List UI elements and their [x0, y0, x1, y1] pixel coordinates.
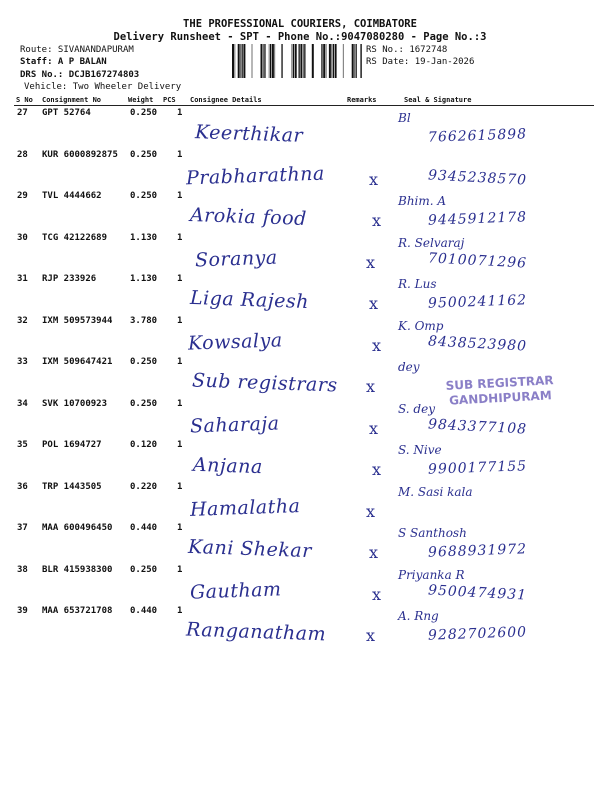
- row-sno: 38: [17, 564, 28, 575]
- row-consignee-name: Keerthikar: [194, 121, 304, 147]
- row-sno: 36: [17, 481, 28, 492]
- row-consignment: TVL 4444662: [42, 191, 102, 201]
- row-sno: 30: [17, 232, 28, 243]
- row-consignment: RJP 233926: [42, 274, 97, 284]
- row-consignee-name: Arokia food: [189, 203, 308, 231]
- col-seal: Seal & Signature: [404, 96, 472, 104]
- row-pcs: 1: [177, 564, 183, 575]
- row-remark: x: [369, 294, 379, 313]
- row-consignee-name: Ranganatham: [185, 618, 327, 646]
- row-weight: 1.130: [130, 274, 158, 284]
- col-consignment: Consignment No: [42, 96, 102, 104]
- row-remark: x: [369, 543, 379, 562]
- col-sno: S No: [16, 96, 33, 104]
- row-phone: 9282702600: [427, 624, 528, 644]
- row-pcs: 1: [177, 191, 183, 201]
- row-consignee-name: Anjana: [192, 453, 264, 479]
- row-pcs: 1: [177, 232, 183, 243]
- row-signature: K. Omp: [398, 318, 444, 333]
- row-sno: 35: [17, 440, 28, 450]
- runsheet-subtitle: Delivery Runsheet - SPT - Phone No.:9047080280 - Page No.:3: [113, 31, 487, 43]
- row-weight: 0.250: [130, 149, 158, 160]
- row-signature: A. Rng: [398, 609, 439, 623]
- row-signature: R. Selvaraj: [398, 235, 465, 250]
- company-name: THE PROFESSIONAL COURIERS, COIMBATORE: [183, 18, 417, 30]
- row-remark: x: [366, 626, 376, 645]
- row-consignee-name: Liga Rajesh: [189, 286, 310, 314]
- row-consignee-name: Hamalatha: [189, 494, 301, 521]
- row-weight: 3.780: [130, 315, 158, 326]
- row-weight: 0.440: [130, 523, 158, 533]
- row-consignee-name: Soranya: [194, 246, 279, 271]
- row-remark: x: [369, 169, 379, 189]
- row-pcs: 1: [177, 149, 183, 160]
- row-remark: x: [372, 335, 382, 355]
- row-weight: 0.250: [130, 398, 158, 409]
- row-consignee-name: Sub registrars: [191, 369, 338, 397]
- row-remark: x: [366, 252, 376, 272]
- row-signature: S. Nive: [398, 443, 442, 457]
- row-signature: Bhim. A: [398, 194, 447, 208]
- row-phone: 9843377108: [427, 415, 528, 438]
- row-weight: 0.220: [130, 481, 158, 492]
- row-consignee-name: Kani Shekar: [187, 535, 313, 563]
- row-signature: dey: [398, 360, 420, 374]
- row-consignment: TRP 1443505: [42, 481, 102, 492]
- row-remark: x: [369, 418, 379, 438]
- barcode: [232, 44, 362, 78]
- row-consignee-name: Gautham: [189, 577, 282, 604]
- row-remark: x: [366, 501, 376, 521]
- stamp-line-2: GANDHIPURAM: [448, 388, 553, 408]
- row-consignee-name: Kowsalya: [187, 328, 283, 355]
- row-remark: x: [372, 584, 382, 604]
- row-consignment: POL 1694727: [42, 440, 102, 450]
- row-phone: 9345238570: [427, 166, 528, 189]
- route-label: Route: SIVANANDAPURAM: [20, 45, 134, 55]
- col-consignee: Consignee Details: [190, 96, 262, 104]
- row-weight: 0.440: [130, 606, 158, 616]
- row-remark: x: [372, 211, 382, 230]
- vehicle-label: Vehicle: Two Wheeler Delivery: [24, 82, 182, 92]
- row-signature: Bl: [398, 111, 411, 125]
- row-pcs: 1: [177, 398, 183, 409]
- rs-number: RS No.: 1672748: [366, 45, 448, 55]
- row-pcs: 1: [177, 481, 183, 492]
- header-rule: [14, 105, 594, 106]
- row-remark: x: [366, 377, 376, 396]
- row-signature: Priyanka R: [398, 567, 465, 582]
- row-sno: 37: [17, 523, 28, 533]
- row-sno: 33: [17, 357, 28, 367]
- row-consignment: GPT 52764: [42, 108, 91, 118]
- row-consignment: SVK 10700923: [42, 398, 108, 409]
- row-phone: 8438523980: [427, 332, 528, 355]
- row-weight: 0.250: [130, 357, 158, 367]
- row-weight: 0.250: [130, 191, 158, 201]
- row-phone: 7662615898: [427, 126, 528, 146]
- row-pcs: 1: [177, 523, 183, 533]
- row-signature: R. Lus: [398, 277, 437, 291]
- row-pcs: 1: [177, 440, 183, 450]
- registrar-stamp: [445, 373, 554, 409]
- row-sno: 31: [17, 274, 28, 284]
- row-consignee-name: Saharaja: [189, 411, 280, 438]
- row-pcs: 1: [177, 357, 183, 367]
- row-sno: 27: [17, 108, 28, 118]
- row-sno: 28: [17, 149, 28, 160]
- drs-number: DRS No.: DCJB167274803: [20, 70, 140, 80]
- staff-label: Staff: A P BALAN: [20, 57, 107, 67]
- row-weight: 0.120: [130, 440, 158, 450]
- col-pcs: PCS: [163, 96, 176, 104]
- row-sno: 29: [17, 191, 28, 201]
- row-phone: 7010071296: [427, 249, 528, 272]
- row-sno: 39: [17, 606, 28, 616]
- row-pcs: 1: [177, 606, 183, 616]
- rs-date: RS Date: 19-Jan-2026: [366, 57, 475, 67]
- row-consignment: MAA 653721708: [42, 606, 113, 616]
- row-consignment: KUR 6000892875: [42, 149, 118, 160]
- row-pcs: 1: [177, 108, 183, 118]
- row-sno: 32: [17, 315, 28, 326]
- row-consignment: MAA 600496450: [42, 523, 113, 533]
- row-sno: 34: [17, 398, 28, 409]
- row-consignment: IXM 509573944: [42, 315, 113, 326]
- row-weight: 1.130: [130, 232, 158, 243]
- row-phone: 9900177155: [427, 458, 528, 478]
- col-remarks: Remarks: [347, 96, 377, 104]
- row-consignee-name: Prabharathna: [185, 162, 326, 189]
- row-phone: 9500474931: [427, 581, 528, 604]
- row-signature: M. Sasi kala: [398, 484, 473, 499]
- row-phone: 9445912178: [427, 209, 528, 229]
- row-weight: 0.250: [130, 564, 158, 575]
- row-signature: S Santhosh: [398, 526, 467, 540]
- row-signature: S. dey: [398, 401, 435, 416]
- row-pcs: 1: [177, 315, 183, 326]
- row-consignment: IXM 509647421: [42, 357, 113, 367]
- row-phone: 9500241162: [427, 292, 528, 312]
- stamp-line-1: SUB REGISTRAR: [445, 373, 554, 393]
- row-consignment: BLR 415938300: [42, 564, 113, 575]
- row-pcs: 1: [177, 274, 183, 284]
- col-weight: Weight: [128, 96, 154, 104]
- row-consignment: TCG 42122689: [42, 232, 108, 243]
- row-weight: 0.250: [130, 108, 158, 118]
- row-phone: 9688931972: [427, 541, 528, 561]
- row-remark: x: [372, 460, 382, 479]
